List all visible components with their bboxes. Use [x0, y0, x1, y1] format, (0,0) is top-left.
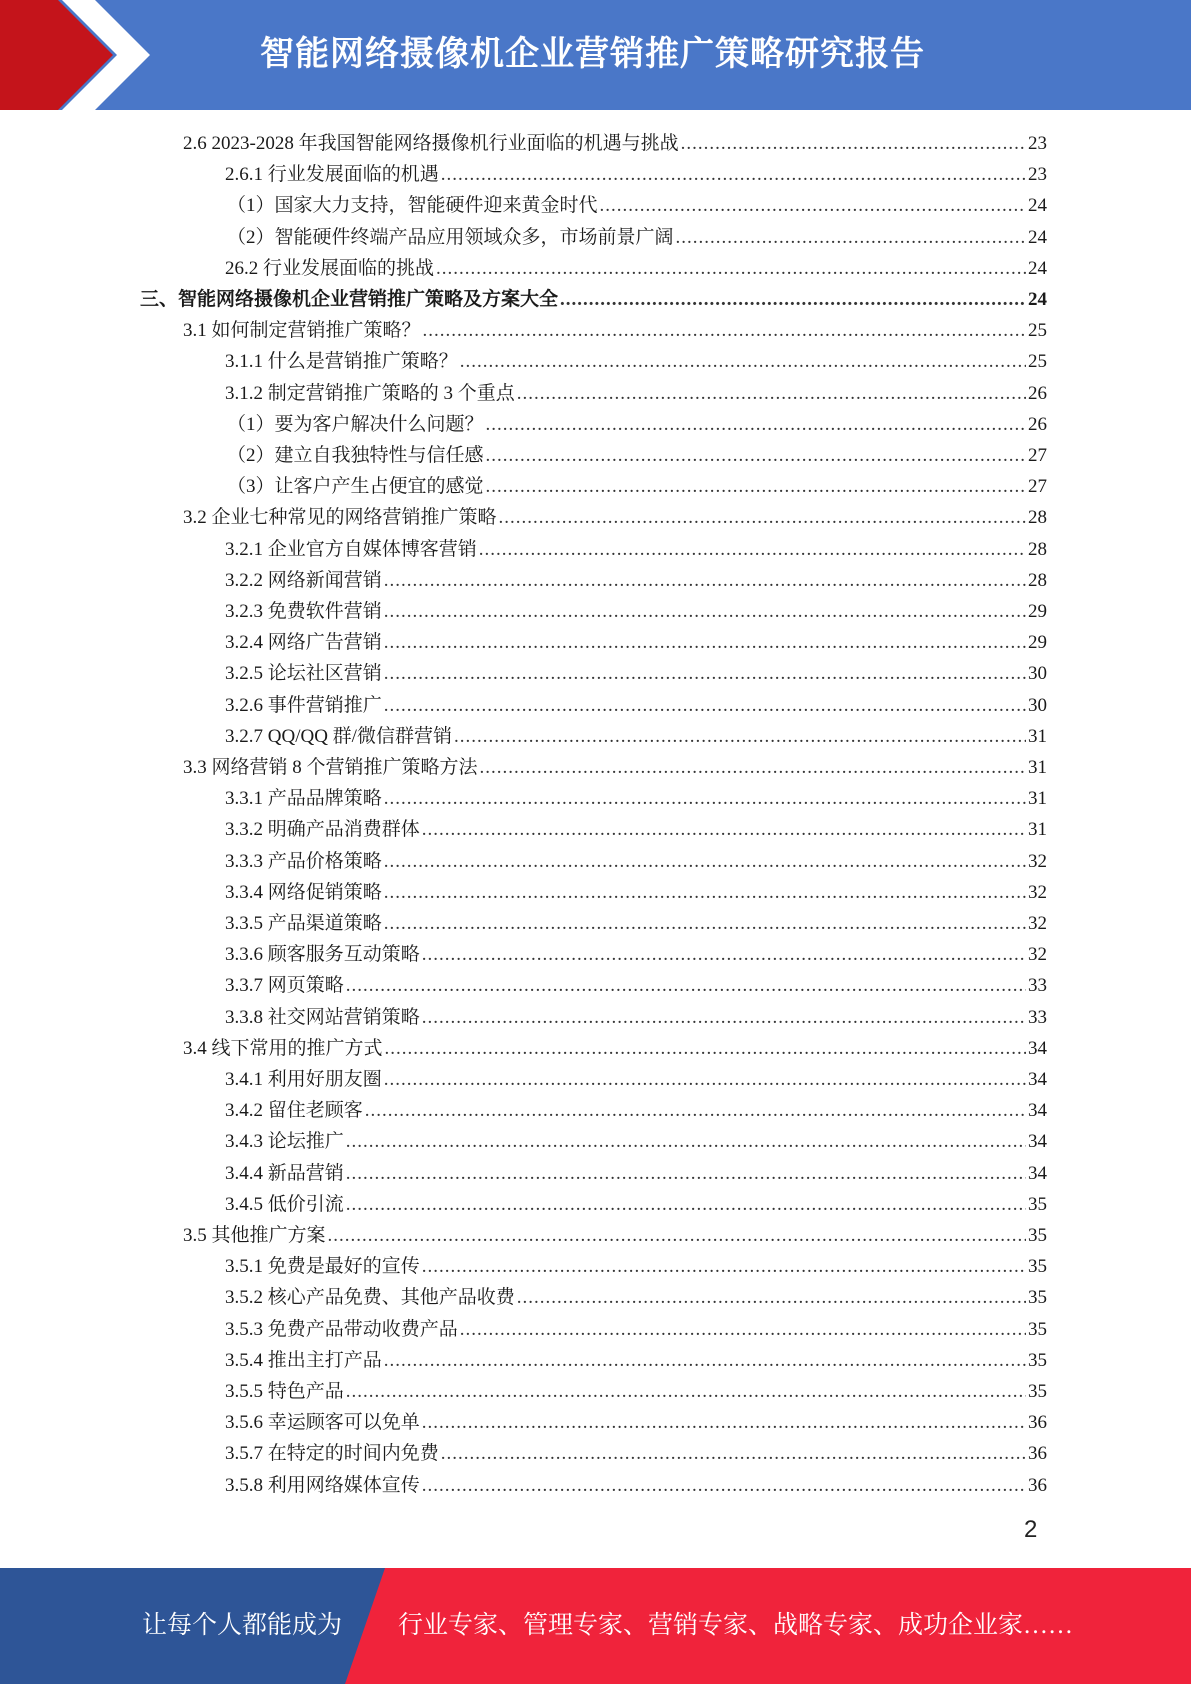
toc-dot-leader	[460, 346, 1026, 377]
toc-dot-leader	[365, 1095, 1026, 1126]
toc-dot-leader	[384, 690, 1026, 721]
toc-entry-page: 35	[1028, 1256, 1047, 1278]
toc-dot-leader	[384, 877, 1026, 908]
toc-dot-leader	[422, 939, 1026, 970]
toc-entry[interactable]	[225, 721, 1047, 752]
toc-entry-page: 23	[1028, 164, 1047, 186]
toc-dot-leader	[384, 783, 1026, 814]
toc-entry[interactable]	[225, 1002, 1047, 1033]
toc-dot-leader	[517, 378, 1026, 409]
toc-dot-leader	[681, 128, 1026, 159]
toc-entry-title: 3.2.4 网络广告营销	[225, 632, 382, 654]
toc-entry-title: 3.5 其他推广方案	[183, 1225, 326, 1246]
toc-entry[interactable]	[227, 471, 1047, 502]
toc-entry-page: 29	[1028, 632, 1047, 654]
toc-entry[interactable]	[227, 222, 1047, 253]
toc-dot-leader	[346, 970, 1026, 1001]
toc-entry[interactable]	[183, 1220, 1047, 1251]
toc-dot-leader	[441, 159, 1026, 190]
toc-entry-title: 3.3.3 产品价格策略	[225, 850, 382, 872]
toc-entry[interactable]	[225, 1251, 1047, 1282]
toc-dot-leader	[385, 1033, 1026, 1064]
toc-entry[interactable]	[225, 1314, 1047, 1345]
toc-entry[interactable]	[225, 1438, 1047, 1469]
toc-entry[interactable]	[225, 159, 1047, 190]
toc-entry[interactable]	[183, 315, 1047, 346]
toc-entry-page: 32	[1028, 850, 1047, 872]
toc-entry[interactable]	[183, 1033, 1047, 1064]
toc-entry-page: 31	[1028, 757, 1047, 778]
toc-entry[interactable]	[225, 690, 1047, 721]
toc-entry[interactable]	[225, 1376, 1047, 1407]
toc-entry-page: 31	[1028, 788, 1047, 810]
footer-slogan-right: 行业专家、管理专家、营销专家、战略专家、成功企业家……	[398, 1612, 1074, 1639]
toc-entry-title: 3.5.8 利用网络媒体宣传	[225, 1474, 420, 1496]
toc-entry-title: 3.3.6 顾客服务互动策略	[225, 944, 420, 966]
toc-entry-page: 34	[1028, 1100, 1047, 1122]
toc-entry-title: 3.2.5 论坛社区营销	[225, 663, 382, 685]
toc-entry-page: 27	[1028, 445, 1047, 466]
toc-entry[interactable]	[225, 939, 1047, 970]
toc-entry-title: 26.2 行业发展面临的挑战	[225, 257, 435, 279]
toc-entry-page: 24	[1028, 289, 1047, 310]
toc-entry[interactable]	[225, 1282, 1047, 1313]
toc-dot-leader	[346, 1158, 1026, 1189]
toc-entry-title: 3.3.8 社交网站营销策略	[225, 1006, 420, 1028]
toc-entry[interactable]	[225, 1095, 1047, 1126]
toc-entry-page: 36	[1028, 1412, 1047, 1434]
toc-dot-leader	[422, 1407, 1026, 1438]
toc-entry[interactable]	[225, 783, 1047, 814]
toc-entry[interactable]	[227, 440, 1047, 471]
toc-entry-page: 33	[1028, 1006, 1047, 1028]
toc-entry[interactable]	[225, 1126, 1047, 1157]
toc-dot-leader	[486, 440, 1026, 471]
toc-entry-page: 24	[1028, 257, 1047, 279]
toc-entry-page: 35	[1028, 1225, 1047, 1246]
toc-dot-leader	[486, 471, 1026, 502]
toc-entry-page: 27	[1028, 476, 1047, 498]
toc-entry[interactable]	[225, 378, 1047, 409]
toc-entry-page: 35	[1028, 1318, 1047, 1340]
toc-entry-title: 3.5.5 特色产品	[225, 1381, 344, 1402]
toc-entry-title: 3.1.1 什么是营销推广策略？	[225, 351, 458, 373]
toc-entry-title: 3.2.2 网络新闻营销	[225, 569, 382, 591]
toc-dot-leader	[499, 502, 1026, 533]
toc-entry-title: 3.2 企业七种常见的网络营销推广策略	[183, 507, 497, 529]
toc-entry-page: 25	[1028, 351, 1047, 373]
toc-entry-title: 3.5.3 免费产品带动收费产品	[225, 1318, 458, 1340]
toc-entry[interactable]	[225, 1407, 1047, 1438]
toc-entry[interactable]	[225, 346, 1047, 377]
toc-entry-page: 35	[1028, 1193, 1047, 1215]
toc-dot-leader	[480, 752, 1026, 783]
toc-entry-title: 3.1 如何制定营销推广策略？	[183, 320, 421, 342]
toc-entry-page: 23	[1028, 133, 1047, 154]
toc-entry-page: 30	[1028, 663, 1047, 685]
toc-entry[interactable]	[225, 1158, 1047, 1189]
chevron-arrow-icon	[0, 0, 160, 110]
toc-dot-leader	[454, 721, 1026, 752]
toc-entry-title: 3.5.4 推出主打产品	[225, 1349, 382, 1371]
toc-dot-leader	[384, 846, 1026, 877]
toc-dot-leader	[346, 1376, 1026, 1407]
toc-entry-title: 3.4.4 新品营销	[225, 1162, 344, 1184]
toc-entry-title: 2.6.1 行业发展面临的机遇	[225, 164, 439, 186]
toc-entry-page: 31	[1028, 725, 1047, 747]
toc-entry-page: 32	[1028, 881, 1047, 903]
toc-dot-leader	[676, 222, 1026, 253]
toc-entry-page: 28	[1028, 569, 1047, 591]
toc-entry-page: 32	[1028, 944, 1047, 966]
toc-entry[interactable]	[225, 658, 1047, 689]
toc-dot-leader	[486, 409, 1026, 440]
toc-entry-page: 36	[1028, 1443, 1047, 1465]
footer-slogan-left: 让每个人都能成为	[142, 1612, 343, 1639]
toc-entry-title: 3.4.1 利用好朋友圈	[225, 1069, 382, 1090]
toc-entry-page: 34	[1028, 1162, 1047, 1184]
toc-entry-title: 3.3.7 网页策略	[225, 975, 344, 997]
toc-entry[interactable]	[225, 627, 1047, 658]
toc-entry-page: 31	[1028, 819, 1047, 841]
toc-entry-page: 26	[1028, 413, 1047, 435]
toc-dot-leader	[346, 1126, 1026, 1157]
toc-entry[interactable]	[225, 1189, 1047, 1220]
toc-entry[interactable]	[183, 502, 1047, 533]
toc-dot-leader	[384, 596, 1026, 627]
toc-dot-leader	[384, 627, 1026, 658]
toc-dot-leader	[436, 253, 1026, 284]
toc-entry-title: 3.2.3 免费软件营销	[225, 601, 382, 622]
toc-entry[interactable]	[225, 596, 1047, 627]
toc-dot-leader	[384, 1064, 1026, 1095]
toc-entry-page: 35	[1028, 1381, 1047, 1402]
toc-dot-leader	[384, 908, 1026, 939]
toc-entry[interactable]	[225, 877, 1047, 908]
toc-entry-page: 28	[1028, 507, 1047, 529]
toc-dot-leader	[423, 315, 1026, 346]
toc-dot-leader	[384, 1345, 1026, 1376]
toc-entry-page: 24	[1028, 226, 1047, 248]
toc-entry-page: 35	[1028, 1349, 1047, 1371]
toc-entry-title: 3.5.7 在特定的时间内免费	[225, 1443, 439, 1465]
toc-entry-title: 3.4 线下常用的推广方式	[183, 1037, 383, 1059]
toc-entry-title: 3.4.2 留住老顾客	[225, 1100, 363, 1122]
page-header	[0, 0, 1191, 110]
toc-entry-title: （1）国家大力支持，智能硬件迎来黄金时代	[227, 195, 598, 217]
toc-dot-leader	[560, 284, 1026, 315]
toc-dot-leader	[517, 1282, 1026, 1313]
toc-dot-leader	[346, 1189, 1026, 1220]
page-footer	[0, 1568, 1191, 1684]
toc-entry-title: 2.6 2023-2028 年我国智能网络摄像机行业面临的机遇与挑战	[183, 133, 679, 154]
toc-dot-leader	[422, 814, 1026, 845]
toc-entry[interactable]	[227, 409, 1047, 440]
toc-entry[interactable]	[225, 1064, 1047, 1095]
toc-entry-page: 36	[1028, 1474, 1047, 1496]
toc-entry-title: 3.4.5 低价引流	[225, 1193, 344, 1215]
toc-entry-page: 34	[1028, 1037, 1047, 1059]
toc-dot-leader	[422, 1251, 1026, 1282]
toc-entry[interactable]	[225, 908, 1047, 939]
toc-entry[interactable]	[225, 814, 1047, 845]
toc-dot-leader	[422, 1470, 1026, 1501]
toc-dot-leader	[422, 1002, 1026, 1033]
toc-entry[interactable]	[183, 752, 1047, 783]
toc-entry-title: 3.1.2 制定营销推广策略的 3 个重点	[225, 382, 515, 404]
toc-entry[interactable]	[183, 128, 1047, 159]
toc-entry-title: （2）智能硬件终端产品应用领域众多，市场前景广阔	[227, 226, 674, 248]
toc-entry-page: 35	[1028, 1287, 1047, 1309]
toc-entry-page: 34	[1028, 1069, 1047, 1090]
toc-dot-leader	[479, 534, 1026, 565]
toc-entry-page: 32	[1028, 913, 1047, 934]
toc-entry-title: 3.5.1 免费是最好的宣传	[225, 1256, 420, 1278]
toc-entry-page: 25	[1028, 320, 1047, 342]
toc-dot-leader	[600, 190, 1026, 221]
toc-entry[interactable]	[225, 1470, 1047, 1501]
toc-dot-leader	[384, 658, 1026, 689]
toc-entry-title: 3.3.4 网络促销策略	[225, 881, 382, 903]
toc-entry-title: 3.2.1 企业官方自媒体博客营销	[225, 538, 477, 560]
toc-entry[interactable]	[225, 534, 1047, 565]
toc-entry-title: 3.3.5 产品渠道策略	[225, 913, 382, 934]
toc-entry[interactable]	[227, 190, 1047, 221]
toc-entry-title: 3.2.7 QQ/QQ 群/微信群营销	[225, 725, 452, 747]
toc-entry-title: 3.3 网络营销 8 个营销推广策略方法	[183, 757, 478, 778]
toc-entry-page: 28	[1028, 538, 1047, 560]
toc-entry-title: （3）让客户产生占便宜的感觉	[227, 476, 484, 498]
toc-dot-leader	[460, 1314, 1026, 1345]
toc-entry-page: 26	[1028, 382, 1047, 404]
toc-entry-page: 29	[1028, 601, 1047, 622]
toc-dot-leader	[384, 565, 1026, 596]
toc-entry[interactable]	[225, 970, 1047, 1001]
toc-entry-title: 3.5.6 幸运顾客可以免单	[225, 1412, 420, 1434]
toc-entry-title: 三、智能网络摄像机企业营销推广策略及方案大全	[140, 289, 559, 310]
page-number: 2	[1024, 1516, 1038, 1543]
toc-entry-title: 3.5.2 核心产品免费、其他产品收费	[225, 1287, 515, 1309]
toc-entry-page: 33	[1028, 975, 1047, 997]
toc-dot-leader	[441, 1438, 1026, 1469]
report-title: 智能网络摄像机企业营销推广策略研究报告	[260, 34, 925, 74]
toc-entry-title: （2）建立自我独特性与信任感	[227, 445, 484, 466]
toc-entry[interactable]	[225, 1345, 1047, 1376]
toc-entry-title: （1）要为客户解决什么问题？	[227, 413, 484, 435]
toc-entry-page: 30	[1028, 694, 1047, 716]
toc-dot-leader	[328, 1220, 1026, 1251]
toc-entry-title: 3.3.1 产品品牌策略	[225, 788, 382, 810]
toc-entry[interactable]	[225, 253, 1047, 284]
toc-entry-page: 24	[1028, 195, 1047, 217]
toc-entry[interactable]	[140, 284, 1047, 315]
toc-entry-title: 3.4.3 论坛推广	[225, 1131, 344, 1153]
toc-entry[interactable]	[225, 565, 1047, 596]
toc-entry-title: 3.3.2 明确产品消费群体	[225, 819, 420, 841]
toc-entry-title: 3.2.6 事件营销推广	[225, 694, 382, 716]
toc-entry-page: 34	[1028, 1131, 1047, 1153]
toc-entry[interactable]	[225, 846, 1047, 877]
